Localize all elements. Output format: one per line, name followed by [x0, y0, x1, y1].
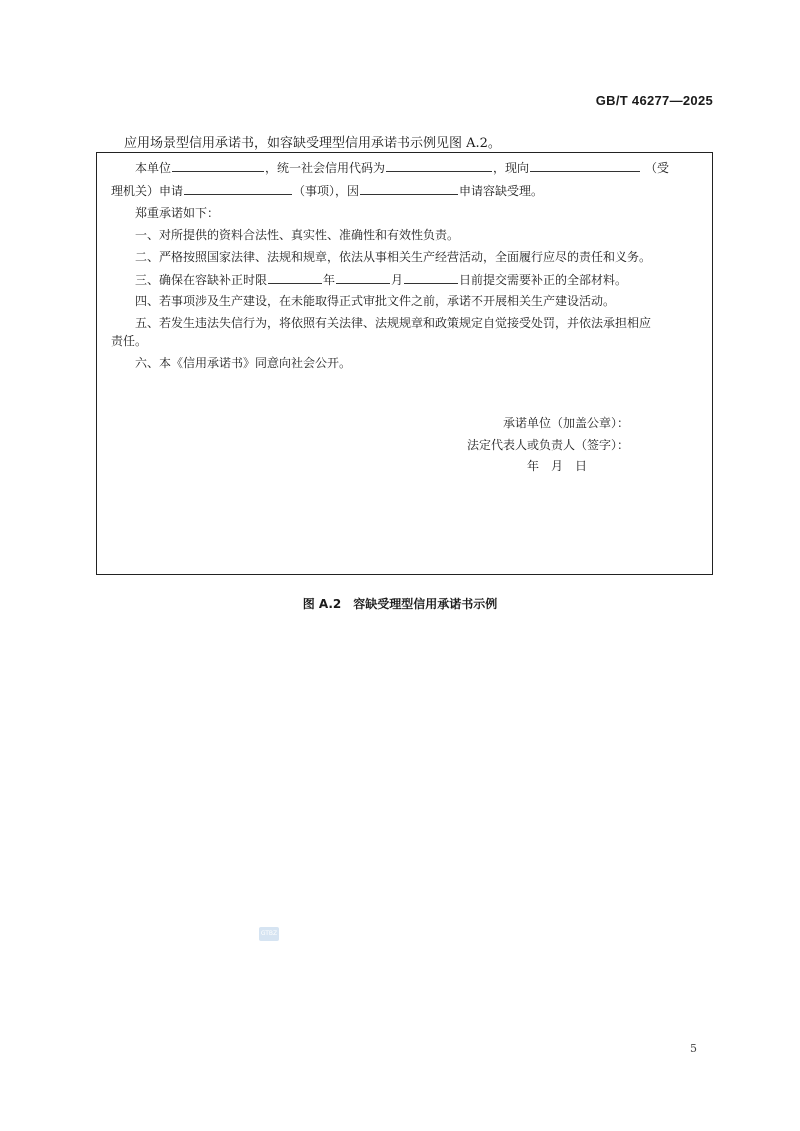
text: 三、确保在容缺补正时限 — [135, 273, 268, 287]
blank-unit-name — [172, 159, 264, 172]
signature-unit: 承诺单位（加盖公章）： — [503, 416, 630, 430]
commit-item-1: 一、对所提供的资料合法性、真实性、准确性和有效性负责。 — [135, 228, 460, 242]
commit-item-4: 四、若事项涉及生产建设，在未能取得正式审批文件之前，承诺不开展相关生产建设活动。 — [135, 294, 616, 308]
standard-number: GB/T 46277—2025 — [595, 93, 713, 108]
figure-caption: 图 A.2 容缺受理型信用承诺书示例 — [302, 597, 498, 611]
text: 月 — [391, 273, 404, 287]
blank-matter — [184, 182, 292, 195]
signature-date: 年 月 日 — [527, 459, 588, 473]
intro-paragraph: 应用场景型信用承诺书，如容缺受理型信用承诺书示例见图 A.2。 — [124, 136, 501, 151]
page-number: 5 — [690, 1042, 697, 1055]
text: 日前提交需要补正的全部材料。 — [459, 273, 628, 287]
text: ，统一社会信用代码为 — [265, 161, 386, 175]
text: 本单位 — [135, 161, 172, 175]
blank-credit-code — [386, 159, 492, 172]
blank-month — [336, 271, 390, 284]
text: 理机关）申请 — [111, 184, 184, 198]
commit-item-5-cont: 责任。 — [111, 334, 148, 348]
blank-year — [268, 271, 322, 284]
text: ，现向 — [493, 161, 530, 175]
text: 年 — [323, 273, 336, 287]
commitment-letter-box — [96, 152, 713, 575]
commit-item-6: 六、本《信用承诺书》同意向社会公开。 — [135, 356, 352, 370]
letter-line-2 — [111, 182, 543, 199]
signature-representative: 法定代表人或负责人（签字）： — [467, 438, 630, 452]
watermark-logo: GTBZ — [259, 927, 279, 941]
blank-agency — [530, 159, 640, 172]
commit-item-5: 五、若发生违法失信行为，将依照有关法律、法规规章和政策规定自觉接受处罚，并依法承担相应 — [135, 316, 652, 330]
commit-intro: 郑重承诺如下： — [135, 206, 220, 220]
blank-day — [404, 271, 458, 284]
blank-reason — [360, 182, 458, 195]
text: 申请容缺受理。 — [459, 184, 544, 198]
commit-item-3 — [135, 271, 627, 288]
commit-item-2: 二、严格按照国家法律、法规和规章，依法从事相关生产经营活动，全面履行应尽的责任和义务。 — [135, 250, 652, 264]
letter-line-1 — [135, 159, 669, 176]
text: （事项），因 — [293, 184, 360, 198]
text: （受 — [645, 161, 670, 175]
